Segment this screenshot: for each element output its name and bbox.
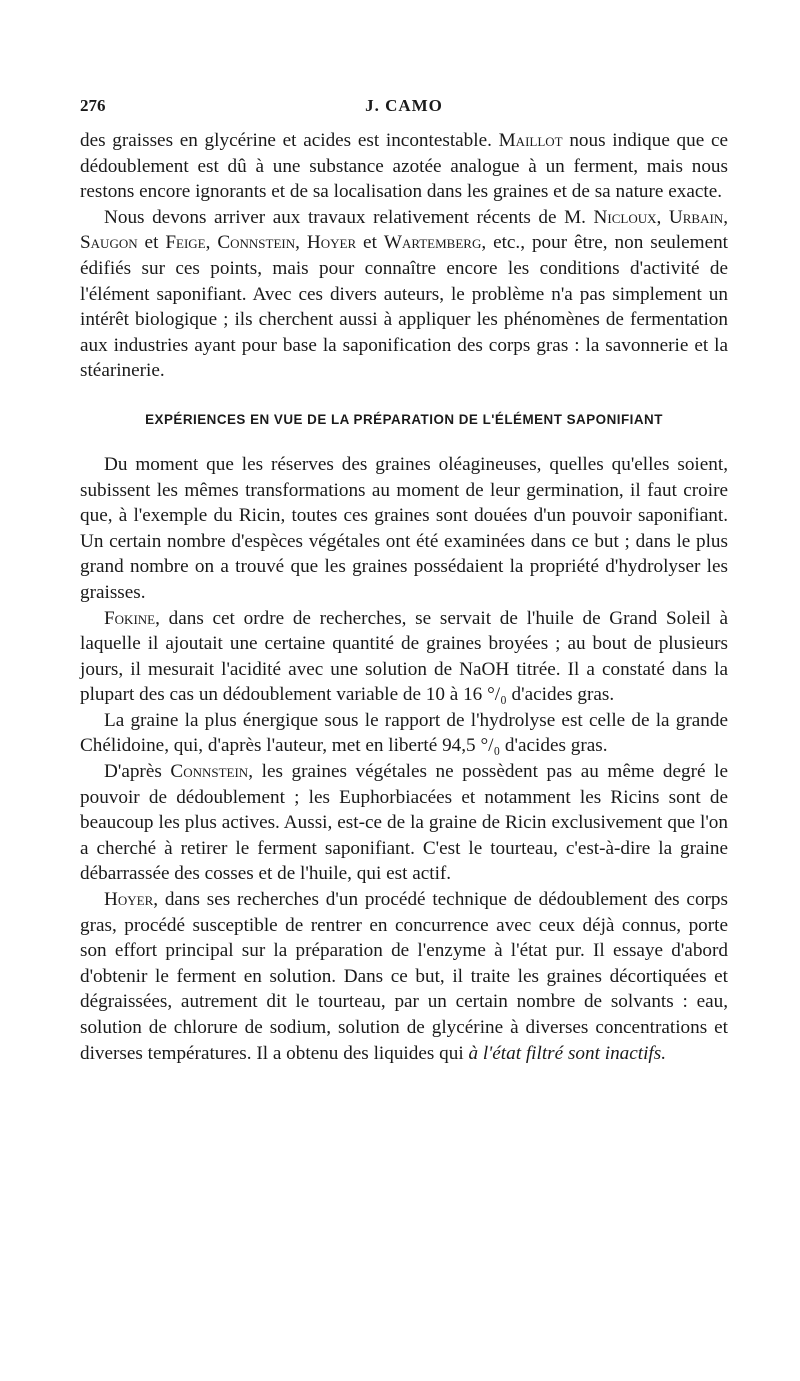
author-name: Wartemberg bbox=[383, 232, 482, 254]
author-name: Maillot bbox=[498, 130, 563, 151]
author-name: Connstein bbox=[170, 761, 249, 783]
running-title: J. CAMO bbox=[365, 96, 443, 115]
text-run: , bbox=[295, 232, 307, 254]
author-name: Hoyer bbox=[104, 889, 154, 911]
author-name: Nicloux bbox=[593, 206, 657, 228]
section-heading: EXPÉRIENCES EN VUE DE LA PRÉPARATION DE L'ÉLÉMENT SAPONIFIANT bbox=[145, 411, 663, 427]
author-name: Saugon bbox=[80, 232, 138, 254]
paragraph-7 bbox=[80, 887, 728, 1066]
text-run: et bbox=[137, 232, 166, 254]
article-body bbox=[80, 128, 728, 1066]
text-run: , dans cet ordre de recherches, se servait de l'huile de Grand Soleil à laquelle il ajoutait une certaine quantité de graines broyées ; au bout de plusieurs jours, il mesurait l'acidité avec une solution de NaOH titrée. Il a constaté dans la plupart des cas un dédoublement variable de 10 à 16 °/₀ d'acides gras. bbox=[80, 607, 728, 706]
text-run: et bbox=[356, 232, 384, 254]
text-run: , bbox=[656, 206, 669, 228]
paragraph-4 bbox=[80, 606, 728, 708]
text-run: , bbox=[205, 232, 218, 254]
text-run: nous indique que ce dédoublement est dû à une substance azotée analogue à un ferment, mais nous restons encore ignorants et de sa localisation dans les graines et de sa nature exacte. bbox=[80, 130, 728, 203]
paragraph-5: La graine la plus énergique sous le rapport de l'hydrolyse est celle de la grande Chélidoine, qui, d'après l'auteur, met en liberté 94,5 °/₀ d'acides gras. bbox=[80, 709, 728, 757]
paragraph-2 bbox=[80, 205, 728, 384]
author-name: Urbain bbox=[668, 206, 724, 228]
text-run: des graisses en glycérine et acides est incontestable. bbox=[80, 130, 499, 151]
page-number: 276 bbox=[80, 96, 106, 115]
paragraph-1 bbox=[80, 128, 728, 205]
author-name: Connstein bbox=[217, 232, 296, 254]
author-name: Feige bbox=[165, 232, 206, 254]
paragraph-3: Du moment que les réserves des graines oléagineuses, quelles qu'elles soient, subissent les mêmes transformations au moment de leur germination, il faut croire que, à l'exemple du Ricin, toutes ces graines sont douées d'un pouvoir saponifiant. Un certain nombre d'espèces végétales ont été examinées dans ce but ; dans le plus grand nombre on a trouvé que les graines possédaient la propriété d'hydrolyser les graisses. bbox=[80, 453, 728, 603]
running-header bbox=[80, 96, 728, 120]
text-run: Nous devons arriver aux travaux relativement récents de M. bbox=[104, 206, 594, 228]
italic-text: à l'état filtré sont inactifs. bbox=[468, 1042, 667, 1064]
author-name: Fokine bbox=[104, 607, 156, 629]
text-run: , les graines végétales ne possèdent pas au même degré le pouvoir de dédoublement ; les Euphorbiacées et notamment les Ricins sont de beaucoup les plus actives. Aussi, est-ce de la graine de Ricin exclusivement que l'on a cherché à retirer le ferment saponifiant. C'est le tourteau, c'est-à-dire la graine débarrassée des cosses et de l'huile, qui est actif. bbox=[80, 761, 728, 885]
author-name: Hoyer bbox=[306, 232, 357, 254]
text-run: , dans ses recherches d'un procédé technique de dédoublement des corps gras, procédé susceptible de rentrer en concurrence avec ceux déjà connus, porte son effort principal sur la préparation de l'enzyme à l'état pur. Il essaye d'abord d'obtenir le ferment en solution. Dans ce but, il traite les graines décortiquées et dégraissées, autrement dit le tourteau, par un certain nombre de solvants : eau, solution de chlorure de sodium, solution de glycérine à diverses concentrations et diverses températures. Il a obtenu des liquides qui bbox=[80, 889, 728, 1064]
text-run: , etc., pour être, non seulement édifiés sur ces points, mais pour connaître encore les conditions d'activité de l'élément saponifiant. Avec ces divers auteurs, le problème n'a pas simplement un intérêt biologique ; ils cherchent aussi à appliquer les phénomènes de fermentation aux industries ayant pour base la saponification des corps gras : la savonnerie et la stéarinerie. bbox=[80, 232, 729, 382]
text-run: D'après bbox=[104, 761, 171, 783]
text-run: , bbox=[723, 206, 728, 228]
paragraph-6 bbox=[80, 759, 728, 887]
